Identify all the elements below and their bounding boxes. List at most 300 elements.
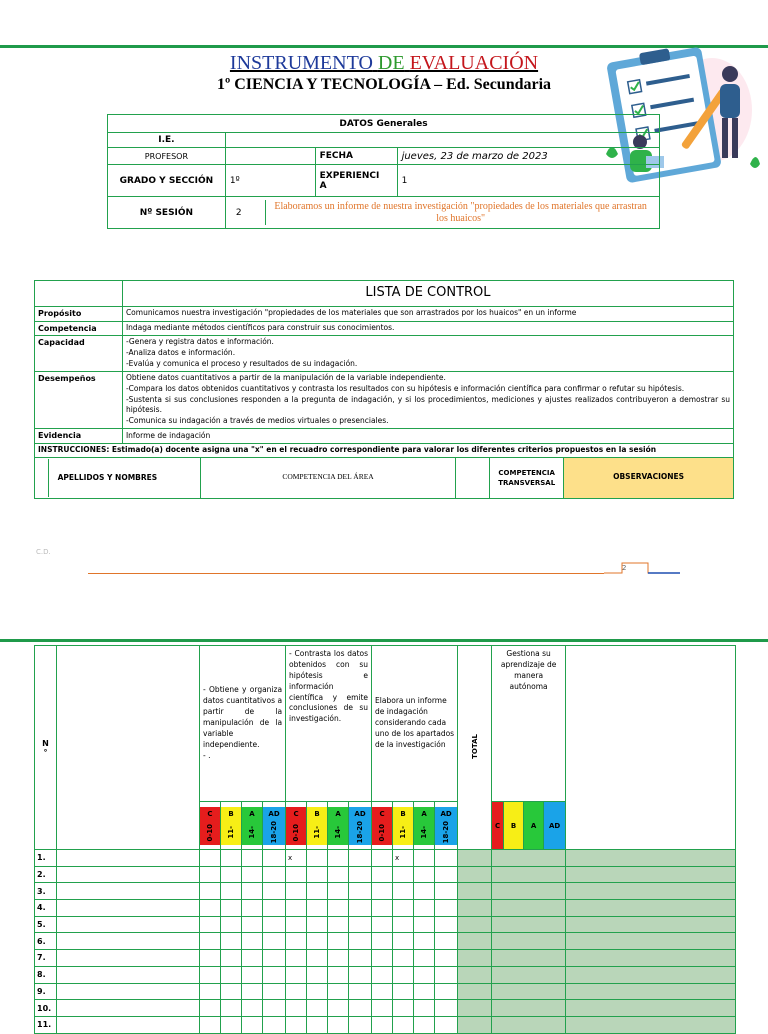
evidencia-value: Informe de indagación: [122, 429, 733, 444]
experiencia-value[interactable]: 1: [397, 165, 659, 197]
table-row: [35, 866, 736, 883]
score-cell[interactable]: [435, 933, 458, 950]
score-cell[interactable]: [414, 1016, 435, 1033]
student-name-cell[interactable]: [57, 883, 200, 900]
instrucciones-label: INSTRUCCIONES:: [38, 444, 110, 454]
level-range-label: 11-: [399, 826, 408, 839]
level-cell-a: [328, 802, 349, 850]
score-cell[interactable]: [286, 983, 307, 1000]
score-cell[interactable]: [221, 883, 242, 900]
apellidos-number-col: [35, 459, 49, 497]
score-cell[interactable]: [349, 1000, 372, 1017]
transversal-cell[interactable]: [492, 900, 566, 917]
level-cell-c: [372, 802, 393, 850]
score-cell[interactable]: [393, 983, 414, 1000]
score-cell[interactable]: [200, 966, 221, 983]
score-cell[interactable]: [263, 883, 286, 900]
score-cell[interactable]: [435, 900, 458, 917]
score-cell[interactable]: [414, 900, 435, 917]
table-row: [35, 850, 736, 867]
apellidos-header: [35, 457, 201, 498]
level-letter: C: [372, 807, 392, 821]
score-cell[interactable]: [349, 950, 372, 967]
level-range: [393, 821, 413, 845]
score-cell[interactable]: [263, 1000, 286, 1017]
total-cell[interactable]: [458, 850, 492, 867]
row-number: 6.: [35, 933, 57, 950]
transversal-cell[interactable]: [492, 850, 566, 867]
level-range: [286, 821, 306, 845]
level-cell-ad: [349, 802, 372, 850]
desempeno-line: -Sustenta si sus conclusiones responden a la pregunta de indagación, y si los procedimientos, mediciones y ajustes realizados contribuyeron a demostrar su hipótesis.: [125, 394, 730, 415]
score-cell[interactable]: [328, 900, 349, 917]
score-cell[interactable]: [414, 983, 435, 1000]
score-cell[interactable]: [286, 866, 307, 883]
proposito-value: Comunicamos nuestra investigación "propiedades de los materiales que son arrastrados por los huaicos" en un informe: [122, 307, 733, 322]
total-cell[interactable]: [458, 1000, 492, 1017]
score-cell[interactable]: [414, 1000, 435, 1017]
sesion-value[interactable]: 2: [230, 200, 266, 225]
score-cell[interactable]: [307, 1016, 328, 1033]
mark-x: x: [288, 853, 293, 862]
score-cell[interactable]: [221, 900, 242, 917]
observaciones-cell[interactable]: [566, 983, 736, 1000]
score-cell[interactable]: [263, 900, 286, 917]
transversal-cell[interactable]: [492, 1016, 566, 1033]
score-cell[interactable]: [242, 883, 263, 900]
sesion-cell: [225, 197, 659, 229]
level-range: [435, 821, 457, 845]
score-cell[interactable]: [200, 883, 221, 900]
score-cell[interactable]: [349, 900, 372, 917]
total-cell[interactable]: [458, 900, 492, 917]
score-cell[interactable]: [435, 1000, 458, 1017]
score-cell[interactable]: [200, 983, 221, 1000]
transversal-level-letter: C: [495, 821, 501, 830]
transversal-level-letter: A: [530, 821, 537, 830]
score-cell[interactable]: [328, 850, 349, 867]
total-header-blank: [456, 457, 490, 498]
transversal-cell[interactable]: [492, 983, 566, 1000]
score-cell[interactable]: [349, 1016, 372, 1033]
score-cell[interactable]: [263, 916, 286, 933]
transversal-cell[interactable]: [492, 1000, 566, 1017]
level-range: [307, 821, 327, 845]
score-cell[interactable]: [200, 1000, 221, 1017]
student-name-cell[interactable]: [57, 900, 200, 917]
footer-rule: [88, 573, 604, 574]
score-cell[interactable]: [328, 1016, 349, 1033]
student-name-cell[interactable]: [57, 933, 200, 950]
observaciones-cell[interactable]: [566, 1016, 736, 1033]
apellidos-header-label: APELLIDOS Y NOMBRES: [57, 472, 158, 482]
document-subtitle: 1º CIENCIA Y TECNOLOGÍA – Ed. Secundaria: [216, 76, 552, 93]
score-cell[interactable]: [242, 950, 263, 967]
score-cell[interactable]: [200, 933, 221, 950]
experiencia-label-line-2: A: [319, 180, 327, 191]
transversal-cell[interactable]: [492, 916, 566, 933]
score-cell[interactable]: [286, 1016, 307, 1033]
evaluation-grid: [34, 645, 736, 1034]
score-cell[interactable]: [414, 866, 435, 883]
score-cell[interactable]: [393, 900, 414, 917]
page-number: 2: [622, 564, 627, 572]
score-cell[interactable]: [221, 966, 242, 983]
fecha-value[interactable]: jueves, 23 de marzo de 2023: [397, 148, 659, 165]
desempenos-label: Desempeños: [35, 371, 123, 428]
table-row: [35, 900, 736, 917]
score-cell[interactable]: [414, 850, 435, 867]
score-cell[interactable]: [242, 1000, 263, 1017]
total-cell[interactable]: [458, 933, 492, 950]
desempenos-value: [122, 371, 733, 428]
score-cell[interactable]: [349, 850, 372, 867]
student-name-cell[interactable]: [57, 916, 200, 933]
score-cell[interactable]: [307, 883, 328, 900]
score-cell[interactable]: [372, 916, 393, 933]
score-cell[interactable]: [372, 933, 393, 950]
score-cell[interactable]: [263, 866, 286, 883]
score-cell[interactable]: [307, 866, 328, 883]
score-cell[interactable]: [200, 916, 221, 933]
transversal-level-letter: AD: [548, 821, 561, 830]
score-cell[interactable]: [393, 966, 414, 983]
footer-code: C.D.: [36, 548, 51, 556]
score-cell[interactable]: [221, 1000, 242, 1017]
table-row: [35, 1000, 736, 1017]
score-cell[interactable]: [328, 1000, 349, 1017]
observaciones-cell[interactable]: [566, 1000, 736, 1017]
total-cell[interactable]: [458, 983, 492, 1000]
score-cell[interactable]: [435, 916, 458, 933]
observaciones-cell[interactable]: [566, 950, 736, 967]
score-cell[interactable]: [349, 966, 372, 983]
score-cell[interactable]: [221, 983, 242, 1000]
level-range-label: 0-10: [292, 823, 301, 842]
names-header: [57, 646, 200, 850]
score-cell[interactable]: [372, 983, 393, 1000]
total-cell[interactable]: [458, 883, 492, 900]
score-cell[interactable]: [200, 900, 221, 917]
level-letter: A: [242, 807, 262, 821]
total-cell[interactable]: [458, 966, 492, 983]
experiencia-label: [315, 165, 397, 197]
table-row: [35, 883, 736, 900]
transversal-cell[interactable]: [492, 883, 566, 900]
observaciones-cell[interactable]: [566, 883, 736, 900]
score-cell[interactable]: [435, 966, 458, 983]
table-row: [35, 916, 736, 933]
score-cell[interactable]: [328, 883, 349, 900]
score-cell[interactable]: [393, 1000, 414, 1017]
score-cell[interactable]: [307, 966, 328, 983]
score-cell[interactable]: [372, 900, 393, 917]
observaciones-column: [566, 646, 736, 850]
level-range-label: 11-: [313, 826, 322, 839]
grado-value[interactable]: 1º: [225, 165, 315, 197]
score-cell[interactable]: [242, 983, 263, 1000]
score-cell[interactable]: [242, 916, 263, 933]
sesion-title: Elaboramos un informe de nuestra investigación "propiedades de los materiales que arrastran los huaicos": [274, 201, 647, 224]
score-cell[interactable]: [263, 983, 286, 1000]
score-cell[interactable]: [372, 850, 393, 867]
score-cell[interactable]: [221, 1016, 242, 1033]
criterio-1: - Obtiene y organiza datos cuantitativos a partir de la manipulación de la variable independiente. - .: [200, 646, 286, 802]
score-cell[interactable]: [435, 850, 458, 867]
competencia-label: Competencia: [35, 321, 123, 336]
score-cell[interactable]: [200, 850, 221, 867]
title-word-1: INSTRUMENTO: [229, 52, 373, 74]
competencia-area-header: COMPETENCIA DEL ÁREA: [200, 457, 456, 498]
level-range-label: 0-10: [206, 823, 214, 842]
score-cell[interactable]: [221, 950, 242, 967]
transversal-cell[interactable]: [492, 966, 566, 983]
capacidad-line: -Analiza datos e información.: [125, 348, 236, 358]
evidencia-label: Evidencia: [35, 429, 123, 444]
score-cell[interactable]: [286, 950, 307, 967]
observaciones-cell[interactable]: [566, 850, 736, 867]
score-cell[interactable]: [328, 966, 349, 983]
level-cell-a: [414, 802, 435, 850]
score-cell[interactable]: [221, 850, 242, 867]
table-row: [35, 983, 736, 1000]
level-range-label: 18-20: [442, 821, 451, 844]
total-label: TOTAL: [470, 734, 479, 759]
score-cell[interactable]: [286, 883, 307, 900]
transversal-level-c: [492, 802, 504, 850]
score-cell[interactable]: [393, 933, 414, 950]
level-range: [200, 821, 220, 845]
score-cell[interactable]: [307, 1000, 328, 1017]
level-cell-b: [393, 802, 414, 850]
total-cell[interactable]: [458, 866, 492, 883]
sesion-inner: [230, 200, 655, 225]
score-cell[interactable]: [286, 850, 307, 867]
capacidad-line: -Genera y registra datos e información.: [125, 337, 274, 347]
score-cell[interactable]: [414, 933, 435, 950]
score-cell[interactable]: [242, 933, 263, 950]
level-cell-b: [221, 802, 242, 850]
proposito-label: Propósito: [35, 307, 123, 322]
score-cell[interactable]: [435, 950, 458, 967]
score-cell[interactable]: [414, 966, 435, 983]
ie-label: I.E.: [108, 133, 226, 148]
sesion-label: Nº SESIÓN: [108, 197, 226, 229]
observaciones-cell[interactable]: [566, 966, 736, 983]
score-cell[interactable]: [349, 983, 372, 1000]
level-range-label: 18-20: [270, 821, 279, 844]
transversal-cell[interactable]: [492, 950, 566, 967]
profesor-label: PROFESOR: [108, 148, 226, 165]
score-cell[interactable]: [349, 866, 372, 883]
score-cell[interactable]: [435, 983, 458, 1000]
score-cell[interactable]: [263, 1016, 286, 1033]
score-cell[interactable]: [328, 933, 349, 950]
experiencia-label-line-1: EXPERIENCI: [319, 170, 380, 181]
level-range: [372, 821, 392, 845]
level-range: [414, 821, 434, 845]
transversal-level-a: [524, 802, 544, 850]
score-cell[interactable]: [372, 883, 393, 900]
score-cell[interactable]: [307, 933, 328, 950]
transversal-cell[interactable]: [492, 933, 566, 950]
observaciones-cell[interactable]: [566, 916, 736, 933]
student-name-cell[interactable]: [57, 950, 200, 967]
level-cell-a: [242, 802, 263, 850]
desempeno-line: Obtiene datos cuantitativos a partir de la manipulación de la variable independiente.: [125, 372, 446, 382]
score-cell[interactable]: [263, 933, 286, 950]
level-range: [263, 821, 285, 845]
score-cell[interactable]: [393, 950, 414, 967]
score-cell[interactable]: [372, 950, 393, 967]
score-cell[interactable]: [221, 933, 242, 950]
score-cell[interactable]: [221, 916, 242, 933]
score-cell[interactable]: [307, 950, 328, 967]
score-cell[interactable]: [286, 916, 307, 933]
profesor-value[interactable]: [225, 148, 315, 165]
level-cell-c: [200, 802, 221, 850]
student-name-cell[interactable]: [57, 866, 200, 883]
title-word-2: DE: [377, 52, 405, 74]
desempeno-line: -Comunica su indagación a través de medios virtuales o presenciales.: [125, 416, 389, 426]
level-range-label: 14-: [334, 826, 343, 839]
score-cell[interactable]: [349, 883, 372, 900]
score-cell[interactable]: [328, 950, 349, 967]
score-cell[interactable]: [307, 916, 328, 933]
second-page-rule: [0, 639, 768, 642]
student-name-cell[interactable]: [57, 983, 200, 1000]
datos-generales-table: [107, 114, 660, 229]
capacidad-line: -Evalúa y comunica el proceso y resultados de su indagación.: [125, 358, 358, 368]
level-letter: AD: [349, 807, 371, 821]
instrucciones-value: Estimado(a) docente asigna una "x" en el recuadro correspondiente para valorar los diferentes criterios propuestos en la sesión: [111, 444, 657, 454]
row-number: 11.: [35, 1016, 57, 1033]
row-number: 8.: [35, 966, 57, 983]
score-cell[interactable]: [393, 1016, 414, 1033]
score-cell[interactable]: [263, 950, 286, 967]
level-range-label: 18-20: [356, 821, 365, 844]
score-cell[interactable]: [435, 883, 458, 900]
level-cell-ad: [263, 802, 286, 850]
score-cell[interactable]: [242, 1016, 263, 1033]
score-cell[interactable]: [328, 916, 349, 933]
total-cell[interactable]: [458, 950, 492, 967]
level-cell-ad: [435, 802, 458, 850]
observaciones-cell[interactable]: [566, 866, 736, 883]
level-range: [221, 821, 241, 845]
student-name-cell[interactable]: [57, 850, 200, 867]
score-cell[interactable]: [286, 933, 307, 950]
transversal-level-ad: [544, 802, 566, 850]
level-range-label: 14-: [420, 826, 429, 839]
table-row: [35, 966, 736, 983]
level-letter: B: [221, 807, 241, 821]
score-cell[interactable]: [286, 966, 307, 983]
instrucciones-row: [35, 443, 734, 457]
score-cell[interactable]: [414, 916, 435, 933]
criterio-3: Elabora un informe de indagación considerando cada uno de los apartados de la investigación: [372, 646, 458, 802]
level-cell-c: [286, 802, 307, 850]
score-cell[interactable]: [307, 983, 328, 1000]
score-cell[interactable]: [393, 883, 414, 900]
score-cell[interactable]: [414, 950, 435, 967]
score-cell[interactable]: [393, 850, 414, 867]
score-cell[interactable]: [200, 1016, 221, 1033]
lista-corner: [35, 281, 123, 307]
score-cell[interactable]: [242, 850, 263, 867]
score-cell[interactable]: [307, 850, 328, 867]
score-cell[interactable]: [435, 1016, 458, 1033]
transversal-cell[interactable]: [492, 866, 566, 883]
level-range-label: 0-10: [378, 823, 387, 842]
score-cell[interactable]: [349, 933, 372, 950]
student-name-cell[interactable]: [57, 966, 200, 983]
row-number: 9.: [35, 983, 57, 1000]
capacidad-label: Capacidad: [35, 336, 123, 372]
score-cell[interactable]: [372, 866, 393, 883]
score-cell[interactable]: [286, 1000, 307, 1017]
score-cell[interactable]: [263, 966, 286, 983]
level-letter: B: [307, 807, 327, 821]
level-range: [328, 821, 348, 845]
score-cell[interactable]: [372, 966, 393, 983]
transversal-level-b: [504, 802, 524, 850]
score-cell[interactable]: [393, 866, 414, 883]
level-letter: C: [286, 807, 306, 821]
score-cell[interactable]: [307, 900, 328, 917]
score-cell[interactable]: [286, 900, 307, 917]
row-number: 1.: [35, 850, 57, 867]
transversal-header: COMPETENCIA TRANSVERSAL: [490, 457, 564, 498]
score-cell[interactable]: [200, 866, 221, 883]
observaciones-cell[interactable]: [566, 900, 736, 917]
score-cell[interactable]: [263, 850, 286, 867]
student-name-cell[interactable]: [57, 1016, 200, 1033]
score-cell[interactable]: [242, 900, 263, 917]
total-cell[interactable]: [458, 916, 492, 933]
ie-value[interactable]: [225, 133, 659, 148]
level-cell-b: [307, 802, 328, 850]
student-name-cell[interactable]: [57, 1000, 200, 1017]
score-cell[interactable]: [349, 916, 372, 933]
observaciones-cell[interactable]: [566, 933, 736, 950]
score-cell[interactable]: [242, 866, 263, 883]
competencia-value: Indaga mediante métodos científicos para construir sus conocimientos.: [122, 321, 733, 336]
score-cell[interactable]: [414, 883, 435, 900]
score-cell[interactable]: [242, 966, 263, 983]
level-letter: B: [393, 807, 413, 821]
level-range: [349, 821, 371, 845]
score-cell[interactable]: [328, 866, 349, 883]
lista-heading: LISTA DE CONTROL: [122, 281, 733, 307]
score-cell[interactable]: [200, 950, 221, 967]
score-cell[interactable]: [372, 1016, 393, 1033]
score-cell[interactable]: [221, 866, 242, 883]
score-cell[interactable]: [328, 983, 349, 1000]
desempeno-line: -Compara los datos obtenidos cuantitativos y contrasta los resultados con su hipótesis e información científica para confirmar o refutar su hipótesis.: [125, 383, 685, 393]
score-cell[interactable]: [435, 866, 458, 883]
fecha-label: FECHA: [315, 148, 397, 165]
score-cell[interactable]: [372, 1000, 393, 1017]
lista-control-table: [34, 280, 734, 499]
score-cell[interactable]: [393, 916, 414, 933]
transversal-level-letter: B: [510, 821, 517, 830]
title-word-3: EVALUACIÓN: [409, 52, 539, 74]
row-number: 10.: [35, 1000, 57, 1017]
level-letter: A: [328, 807, 348, 821]
level-letter: A: [414, 807, 434, 821]
total-cell[interactable]: [458, 1016, 492, 1033]
